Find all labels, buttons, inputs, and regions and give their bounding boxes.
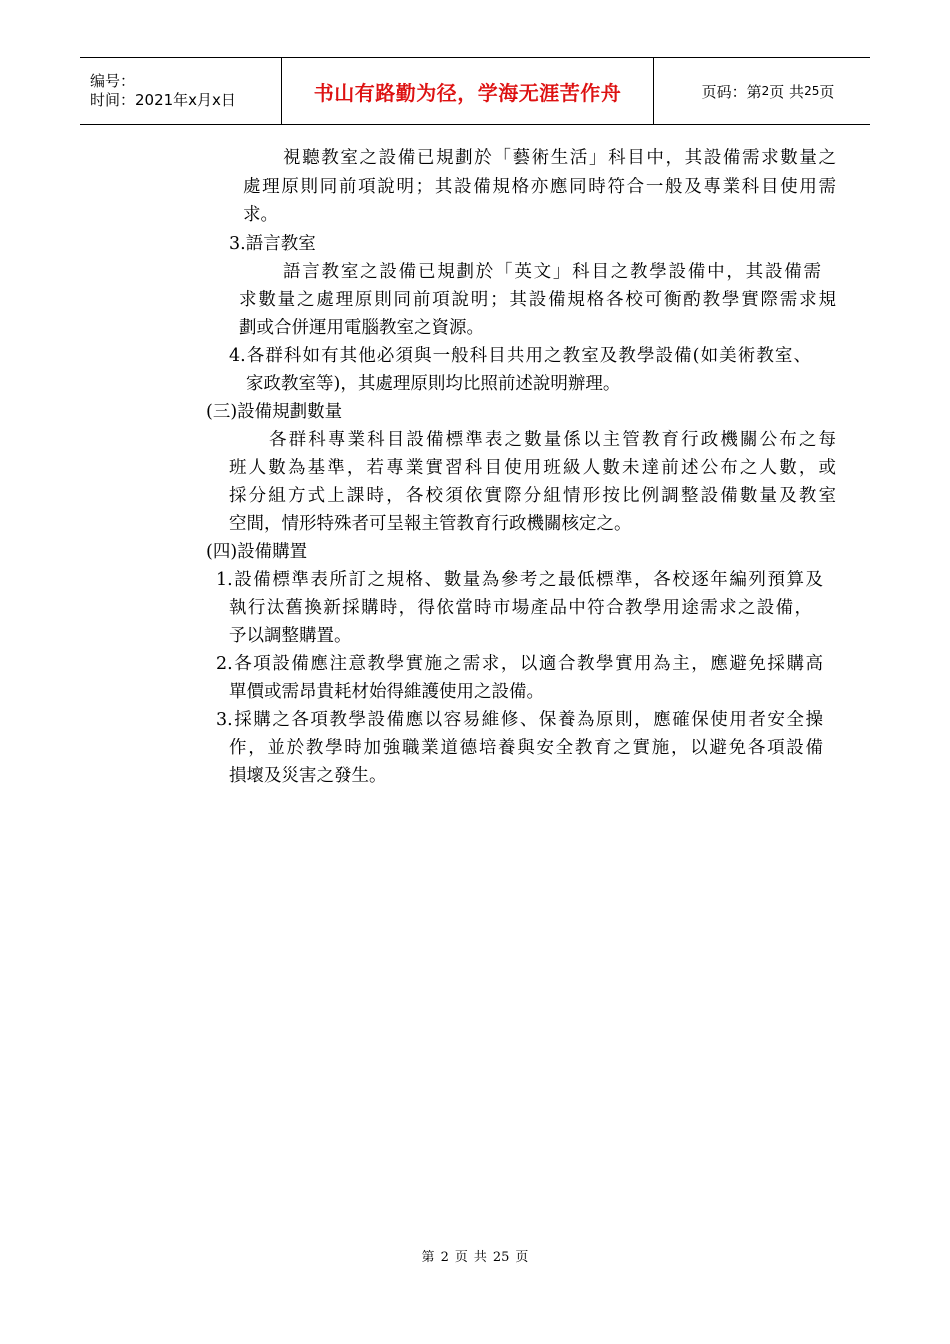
paragraph-line: 損壞及災害之發生。	[229, 766, 387, 786]
subsection-heading: 3.語言教室	[229, 234, 316, 254]
paragraph-line: 劃或合併運用電腦教室之資源。	[239, 318, 484, 338]
footer-ye: 页	[454, 1250, 468, 1265]
paragraph-line: 空間，情形特殊者可呈報主管教育行政機關核定之。	[229, 514, 632, 534]
header-motto-cell	[282, 58, 654, 124]
header-page-info	[654, 58, 870, 124]
paragraph-line: 求。	[243, 205, 278, 225]
paragraph-line: 予以調整購置。	[229, 626, 352, 646]
paragraph-line: 4.各群科如有其他必須與一般科目共用之教室及教學設備(如美術教室、	[229, 346, 811, 366]
header-motto: 书山有路勤为径，学海无涯苦作舟	[313, 80, 622, 105]
paragraph-line: 視聽教室之設備已規劃於「藝術生活」科目中，其設備需求數量之	[283, 148, 836, 168]
paragraph-line: 作，並於教學時加強職業道德培養與安全教育之實施，以避免各項設備	[229, 738, 823, 758]
page-suffix: 页	[819, 82, 835, 101]
paragraph-line: 3.採購之各項教學設備應以容易維修、保養為原則，應確保使用者安全操	[216, 710, 823, 730]
page-total: 25	[804, 84, 820, 98]
footer-gong: 共	[473, 1250, 487, 1265]
paragraph-line: 處理原則同前項說明；其設備規格亦應同時符合一般及專業科目使用需	[243, 177, 836, 197]
paragraph-line: 家政教室等)，其處理原則均比照前述說明辦理。	[246, 374, 621, 394]
header-meta	[80, 58, 282, 124]
page-number: 2	[761, 84, 770, 98]
paragraph-line: 各群科專業科目設備標準表之數量係以主管教育行政機關公布之每	[269, 430, 836, 450]
paragraph-line: 1.設備標準表所訂之規格、數量為參考之最低標準，各校逐年編列預算及	[216, 570, 823, 590]
page-prefix: 页码：第	[701, 82, 762, 101]
footer-ye2: 页	[515, 1250, 529, 1265]
page-mid: 页 共	[769, 82, 805, 101]
paragraph-line: 班人數為基準，若專業實習科目使用班級人數未達前述公布之人數，或	[229, 458, 836, 478]
paragraph-line: 採分組方式上課時，各校須依實際分組情形按比例調整設備數量及教室	[229, 486, 836, 506]
footer-page-number: 2	[440, 1250, 449, 1265]
paragraph-line: 執行汰舊換新採購時，得依當時市場產品中符合教學用途需求之設備，	[229, 598, 812, 618]
section-heading: (三)設備規劃數量	[206, 402, 343, 422]
page-header	[80, 57, 870, 125]
paragraph-line: 求數量之處理原則同前項說明；其設備規格各校可衡酌教學實際需求規	[239, 290, 836, 310]
paragraph-line: 單價或需昂貴耗材始得維護使用之設備。	[229, 682, 544, 702]
serial-label: 编号：	[90, 72, 136, 90]
paragraph-line: 語言教室之設備已規劃於「英文」科目之教學設備中，其設備需	[283, 262, 821, 282]
time-label: 时间：2021年x月x日	[90, 91, 236, 109]
paragraph-line: 2.各項設備應注意教學實施之需求，以適合教學實用為主，應避免採購高	[216, 654, 823, 674]
footer-di: 第	[421, 1250, 435, 1265]
section-heading: (四)設備購置	[206, 542, 308, 562]
page-footer	[0, 1246, 950, 1265]
footer-page-total: 25	[492, 1250, 510, 1265]
